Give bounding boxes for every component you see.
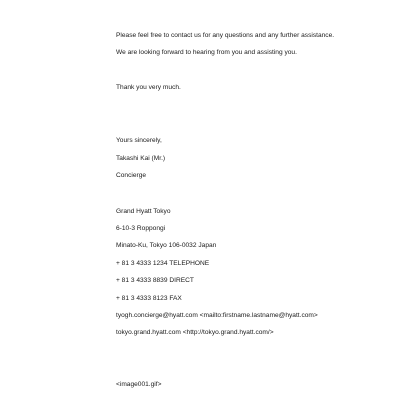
website-link[interactable]: tokyo.grand.hyatt.com <http://tokyo.grand.hyatt.com/> bbox=[116, 329, 274, 336]
sender-name: Takashi Kai (Mr.) bbox=[116, 155, 166, 162]
telephone-number: + 81 3 4333 1234 TELEPHONE bbox=[116, 260, 210, 267]
hotel-name: Grand Hyatt Tokyo bbox=[116, 208, 171, 215]
fax-number: + 81 3 4333 8123 FAX bbox=[116, 295, 182, 302]
closing-line-contact: Please feel free to contact us for any questions and any further assistance. bbox=[116, 32, 335, 39]
sender-title: Concierge bbox=[116, 172, 147, 179]
address-line-1: 6-10-3 Roppongi bbox=[116, 225, 166, 232]
address-line-2: Minato-Ku, Tokyo 106-0032 Japan bbox=[116, 242, 217, 249]
attachment-placeholder: <image001.gif> bbox=[116, 381, 162, 388]
closing-line-looking-forward: We are looking forward to hearing from you and assisting you. bbox=[116, 49, 297, 56]
signoff: Yours sincerely, bbox=[116, 137, 162, 144]
direct-number: + 81 3 4333 8839 DIRECT bbox=[116, 277, 194, 284]
closing-line-thanks: Thank you very much. bbox=[116, 84, 181, 91]
email-address-link[interactable]: tyogh.concierge@hyatt.com <mailto:firstname.lastname@hyatt.com> bbox=[116, 312, 318, 319]
